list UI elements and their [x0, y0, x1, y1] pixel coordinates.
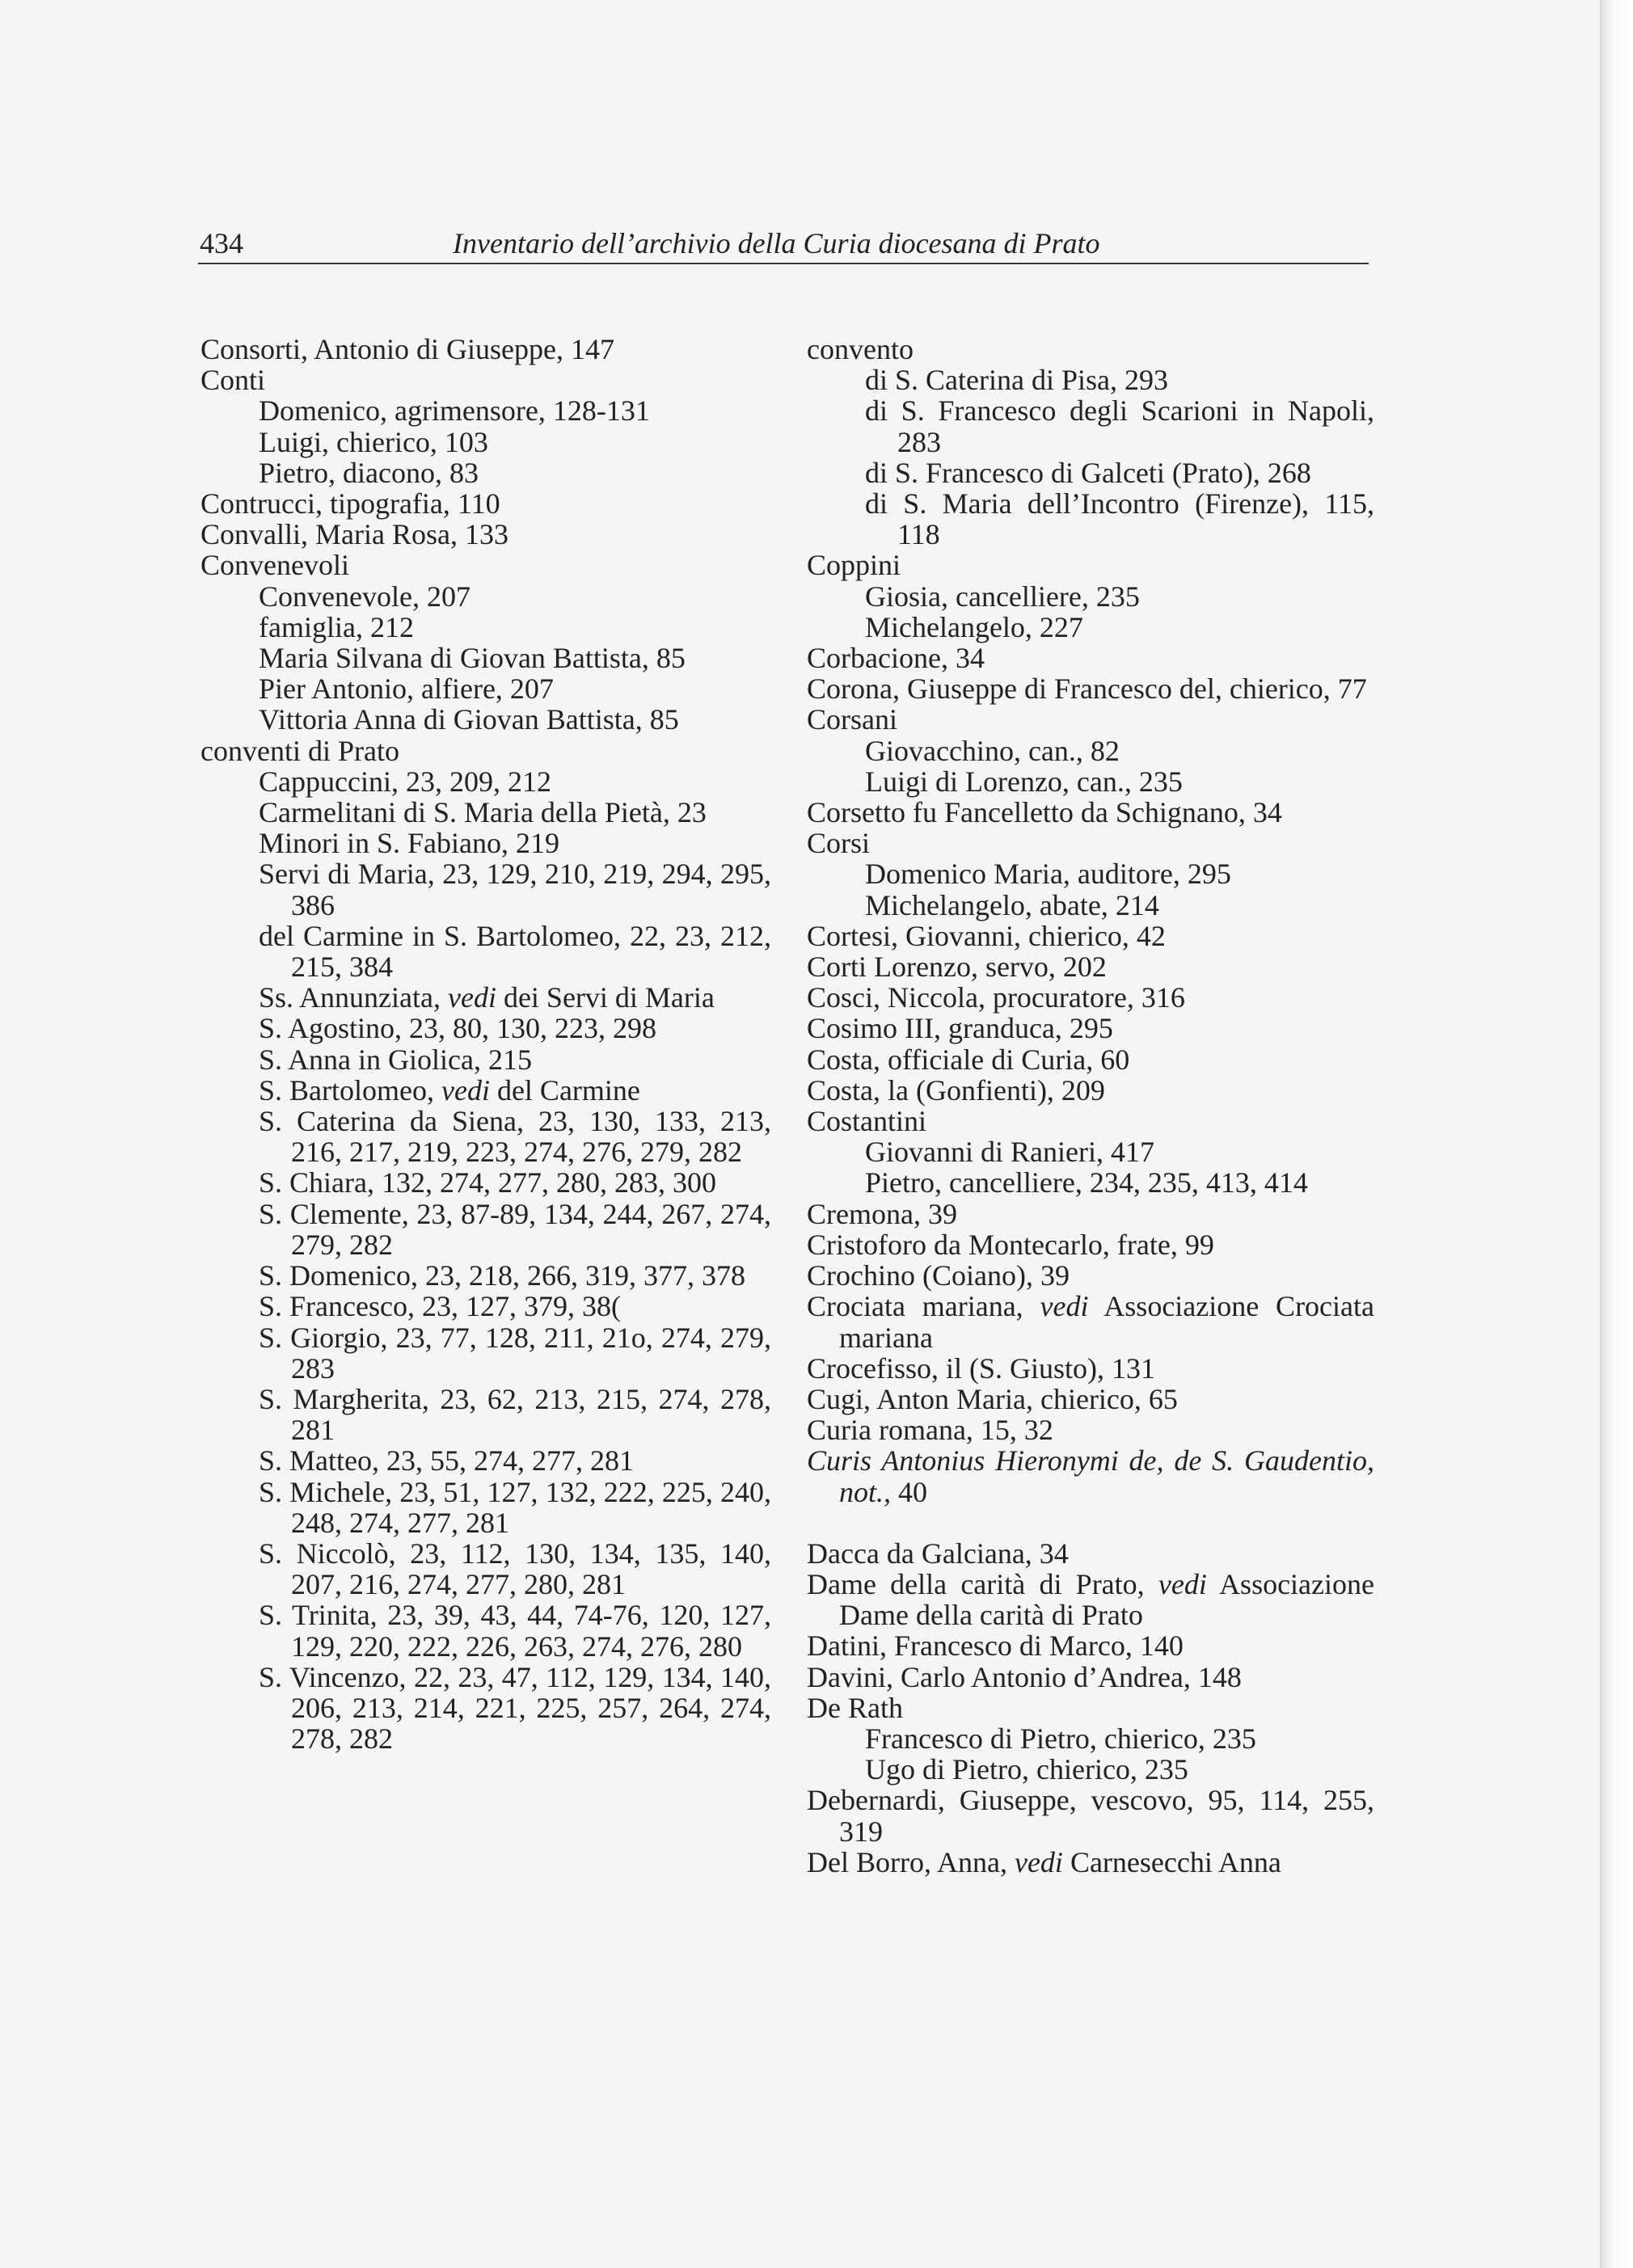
index-entry: De Rath	[807, 1691, 903, 1724]
index-entry: Cortesi, Giovanni, chierico, 42	[807, 919, 1166, 952]
index-subentry: S. Clemente, 23, 87-89, 134, 244, 267, 274, 279, 282	[259, 1197, 771, 1261]
index-entry: Costa, la (Gonfienti), 209	[807, 1073, 1105, 1107]
index-subentry: del Carmine in S. Bartolomeo, 22, 23, 212, 215, 384	[259, 919, 771, 984]
index-subentry: Domenico Maria, auditore, 295	[865, 858, 1231, 891]
index-subentry: S. Domenico, 23, 218, 266, 319, 377, 378	[259, 1259, 745, 1292]
index-entry: Consorti, Antonio di Giuseppe, 147	[200, 333, 614, 365]
entry-text: Del Borro, Anna,	[807, 1845, 1015, 1878]
index-subentry: Giovanni di Ranieri, 417	[865, 1136, 1154, 1169]
index-entry	[807, 1445, 1374, 1507]
index-entry: Crocefisso, il (S. Giusto), 131	[807, 1351, 1155, 1385]
index-entry: convento	[807, 333, 914, 365]
index-entry: Davini, Carlo Antonio d’Andrea, 148	[807, 1660, 1242, 1693]
index-subentry: S. Agostino, 23, 80, 130, 223, 298	[259, 1012, 657, 1045]
index-entry: Cristoforo da Montecarlo, frate, 99	[807, 1228, 1214, 1261]
index-entry: Cosimo III, granduca, 295	[807, 1012, 1113, 1045]
index-subentry: Luigi, chierico, 103	[259, 425, 488, 458]
index-entry: Corona, Giuseppe di Francesco del, chierico, 77	[807, 672, 1367, 706]
index-subentry: Cappuccini, 23, 209, 212	[259, 765, 551, 798]
entry-text: del Carmine	[489, 1073, 640, 1107]
index-subentry: Luigi di Lorenzo, can., 235	[865, 765, 1183, 798]
entry-text: Associazione Dame della carità di Prato	[839, 1567, 1374, 1632]
index-entry	[807, 1291, 1374, 1352]
index-entry: Debernardi, Giuseppe, vescovo, 95, 114, 255, 319	[807, 1784, 1374, 1848]
index-subentry: famiglia, 212	[259, 610, 414, 643]
index-subentry: di S. Maria dell’Incontro (Firenze), 115, 118	[865, 487, 1374, 551]
index-subentry: Domenico, agrimensore, 128-131	[259, 394, 650, 428]
cross-reference-vedi: vedi	[1014, 1845, 1063, 1878]
index-subentry: S. Niccolò, 23, 112, 130, 134, 135, 140, 207, 216, 274, 277, 280, 281	[259, 1537, 771, 1601]
index-subentry: Servi di Maria, 23, 129, 210, 219, 294, 295, 386	[259, 858, 771, 921]
index-subentry: Convenevole, 207	[259, 580, 470, 613]
index-entry: Corsetto fu Fancelletto da Schignano, 34	[807, 796, 1282, 829]
index-entry: Corbacione, 34	[807, 642, 985, 675]
index-entry: Convenevoli	[200, 549, 349, 582]
entry-text: Crociata mariana,	[807, 1290, 1040, 1323]
index-entry: Corti Lorenzo, servo, 202	[807, 951, 1107, 984]
index-entry: Curia romana, 15, 32	[807, 1414, 1053, 1447]
entry-text: dei Servi di Maria	[496, 981, 715, 1014]
index-entry: Conti	[200, 364, 266, 397]
index-subentry	[200, 982, 771, 1013]
index-entry: Contrucci, tipografia, 110	[200, 487, 500, 521]
cross-reference-vedi: vedi	[1158, 1567, 1207, 1600]
index-subentry: Giovacchino, can., 82	[865, 734, 1120, 767]
index-entry: Costantini	[807, 1105, 927, 1138]
index-subentry: Michelangelo, 227	[865, 610, 1083, 643]
entry-text: Carnesecchi Anna	[1062, 1845, 1281, 1878]
index-entry: Costa, officiale di Curia, 60	[807, 1043, 1130, 1076]
index-entry: Cosci, Niccola, procuratore, 316	[807, 981, 1185, 1014]
index-subentry: di S. Francesco di Galceti (Prato), 268	[865, 456, 1311, 489]
index-subentry	[200, 1075, 771, 1106]
entry-text: Dame della carità di Prato,	[807, 1567, 1158, 1600]
index-entry	[807, 1569, 1374, 1630]
index-entry: Crochino (Coiano), 39	[807, 1259, 1070, 1292]
index-subentry: Minori in S. Fabiano, 219	[259, 827, 560, 860]
index-subentry: di S. Caterina di Pisa, 293	[865, 364, 1168, 397]
page-number: 434	[200, 227, 243, 259]
index-column-right	[807, 334, 1374, 1878]
index-subentry: S. Francesco, 23, 127, 379, 38(	[259, 1290, 621, 1323]
cross-reference-vedi: vedi	[441, 1073, 490, 1107]
index-entry: Convalli, Maria Rosa, 133	[200, 518, 508, 551]
index-subentry: Pietro, diacono, 83	[259, 456, 479, 489]
italic-heading: Curis Antonius Hieronymi de, de S. Gaudentio, not.,	[807, 1444, 1374, 1508]
entry-text: S. Bartolomeo,	[259, 1073, 441, 1107]
index-subentry: S. Michele, 23, 51, 127, 132, 222, 225, 240, 248, 274, 277, 281	[259, 1475, 771, 1539]
running-title: Inventario dell’archivio della Curia diocesana di Prato	[453, 227, 1100, 259]
index-subentry: S. Vincenzo, 22, 23, 47, 112, 129, 134, 140, 206, 213, 214, 221, 225, 257, 264, 274, 278, 282	[259, 1660, 771, 1756]
index-subentry: Pier Antonio, alfiere, 207	[259, 672, 554, 706]
index-entry: Coppini	[807, 549, 901, 582]
index-entry: Cugi, Anton Maria, chierico, 65	[807, 1382, 1178, 1415]
entry-text: 40	[891, 1475, 928, 1508]
next-page-edge	[1600, 0, 1633, 2268]
index-subentry: di S. Francesco degli Scarioni in Napoli, 283	[865, 394, 1374, 458]
index-column-left	[200, 334, 771, 1754]
index-entry: Corsi	[807, 827, 871, 860]
index-entry: Cremona, 39	[807, 1197, 957, 1230]
index-subentry: S. Matteo, 23, 55, 274, 277, 281	[259, 1444, 634, 1478]
index-entry: Dacca da Galciana, 34	[807, 1537, 1069, 1570]
index-subentry: S. Giorgio, 23, 77, 128, 211, 21o, 274, 279, 283	[259, 1321, 771, 1385]
index-subentry: S. Chiara, 132, 274, 277, 280, 283, 300	[259, 1166, 716, 1199]
index-entry: Datini, Francesco di Marco, 140	[807, 1629, 1184, 1663]
index-subentry: Carmelitani di S. Maria della Pietà, 23	[259, 796, 707, 829]
index-subentry: Francesco di Pietro, chierico, 235	[865, 1722, 1256, 1755]
cross-reference-vedi: vedi	[1040, 1290, 1089, 1323]
index-subentry: Pietro, cancelliere, 234, 235, 413, 414	[865, 1166, 1308, 1199]
index-subentry: Michelangelo, abate, 214	[865, 888, 1159, 921]
index-subentry: Maria Silvana di Giovan Battista, 85	[259, 642, 686, 675]
cross-reference-vedi: vedi	[447, 981, 496, 1014]
index-subentry: S. Anna in Giolica, 215	[259, 1043, 532, 1076]
index-entry: Corsani	[807, 703, 897, 736]
index-subentry: Ugo di Pietro, chierico, 235	[865, 1753, 1188, 1786]
index-subentry: Giosia, cancelliere, 235	[865, 580, 1140, 613]
page-header	[198, 222, 1369, 264]
entry-text: Ss. Annunziata,	[259, 981, 448, 1014]
index-subentry: S. Margherita, 23, 62, 213, 215, 274, 278, 281	[259, 1382, 771, 1447]
index-subentry: S. Caterina da Siena, 23, 130, 133, 213, 216, 217, 219, 223, 274, 276, 279, 282	[259, 1105, 771, 1169]
index-subentry: Vittoria Anna di Giovan Battista, 85	[259, 703, 679, 736]
index-entry	[807, 1847, 1374, 1878]
index-entry: conventi di Prato	[200, 734, 399, 767]
index-letter-gap	[807, 1507, 1374, 1538]
entry-text: Associazione Crociata mariana	[839, 1290, 1374, 1354]
index-subentry: S. Trinita, 23, 39, 43, 44, 74-76, 120, 127, 129, 220, 222, 226, 263, 274, 276, 280	[259, 1599, 771, 1663]
